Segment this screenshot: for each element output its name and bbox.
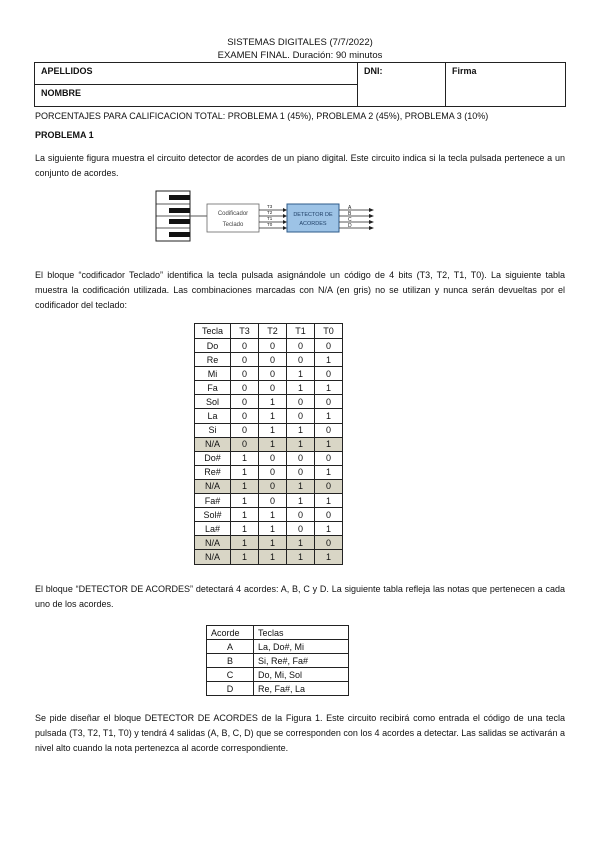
bit-cell: 1 xyxy=(231,508,259,522)
student-info-table xyxy=(34,62,566,107)
bit-cell: 1 xyxy=(231,494,259,508)
table-row xyxy=(195,508,343,522)
key-name-cell: Si xyxy=(195,423,231,437)
chord-table-body xyxy=(207,640,349,696)
bit-cell: 0 xyxy=(259,339,287,353)
bit-cell: 0 xyxy=(259,479,287,493)
bit-cell: 0 xyxy=(231,339,259,353)
bit-cell: 0 xyxy=(259,367,287,381)
key-name-cell: Fa xyxy=(195,381,231,395)
chord-col-header: Acorde xyxy=(207,626,254,640)
bit-cell: 0 xyxy=(287,339,315,353)
table-row xyxy=(195,381,343,395)
detector-label-1: DETECTOR DE xyxy=(293,212,333,218)
bit-cell: 1 xyxy=(315,409,343,423)
chord-name-cell: A xyxy=(207,640,254,654)
table-row xyxy=(195,550,343,564)
chord-keys-cell: Re, Fa#, La xyxy=(254,682,349,696)
bit-cell: 1 xyxy=(287,367,315,381)
bit-cell: 1 xyxy=(231,479,259,493)
input-label-t0: T0 xyxy=(267,222,273,227)
output-label-d: D xyxy=(348,223,352,229)
chord-keys-cell: La, Do#, Mi xyxy=(254,640,349,654)
bit-cell: 1 xyxy=(259,550,287,564)
input-label-t1: T1 xyxy=(267,216,273,221)
key-name-cell: N/A xyxy=(195,536,231,550)
bit-cell: 0 xyxy=(315,339,343,353)
bit-cell: 1 xyxy=(287,423,315,437)
chord-table-header xyxy=(207,626,349,640)
table-row xyxy=(207,654,349,668)
code-col-header: T2 xyxy=(259,324,287,339)
key-name-cell: Fa# xyxy=(195,494,231,508)
bit-cell: 1 xyxy=(315,437,343,451)
problem1-title: PROBLEMA 1 xyxy=(35,130,94,140)
code-col-header: T0 xyxy=(315,324,343,339)
bit-cell: 0 xyxy=(259,451,287,465)
key-name-cell: Do xyxy=(195,339,231,353)
bit-cell: 0 xyxy=(259,465,287,479)
bit-cell: 0 xyxy=(315,508,343,522)
key-name-cell: Do# xyxy=(195,451,231,465)
bit-cell: 1 xyxy=(259,536,287,550)
output-label-a: A xyxy=(348,205,352,211)
output-bus xyxy=(339,208,374,230)
bit-cell: 0 xyxy=(315,423,343,437)
key-name-cell: La# xyxy=(195,522,231,536)
table-row xyxy=(207,668,349,682)
bit-cell: 0 xyxy=(259,381,287,395)
apellidos-field: APELLIDOS xyxy=(35,63,358,85)
table-row xyxy=(195,353,343,367)
bit-cell: 1 xyxy=(259,423,287,437)
bit-cell: 0 xyxy=(315,395,343,409)
piano-keyboard-icon xyxy=(156,191,190,241)
bit-cell: 0 xyxy=(231,353,259,367)
bit-cell: 0 xyxy=(231,437,259,451)
problem1-paragraph3: El bloque “DETECTOR DE ACORDES” detectará 4 acordes: A, B, C y D. La siguiente tabla refleja las notas que pertenecen a cada uno de los acordes. xyxy=(35,584,565,609)
key-name-cell: Re xyxy=(195,353,231,367)
table-row xyxy=(195,522,343,536)
key-code-table xyxy=(194,323,343,565)
input-label-t3: T3 xyxy=(267,204,273,209)
bit-cell: 0 xyxy=(287,409,315,423)
circuit-figure xyxy=(155,190,385,242)
code-table-header xyxy=(195,324,343,339)
bit-cell: 1 xyxy=(315,494,343,508)
bit-cell: 1 xyxy=(315,381,343,395)
bit-cell: 1 xyxy=(287,494,315,508)
table-row xyxy=(195,423,343,437)
bit-cell: 0 xyxy=(315,367,343,381)
percentages-line: PORCENTAJES PARA CALIFICACION TOTAL: PROBLEMA 1 (45%), PROBLEMA 2 (45%), PROBLEMA 3 (10%) xyxy=(35,111,489,121)
bit-cell: 0 xyxy=(287,395,315,409)
detector-label-2: ACORDES xyxy=(299,221,327,227)
bit-cell: 0 xyxy=(231,423,259,437)
code-col-header: T1 xyxy=(287,324,315,339)
bit-cell: 1 xyxy=(287,381,315,395)
table-row xyxy=(195,339,343,353)
chord-col-header: Teclas xyxy=(254,626,349,640)
code-col-header: Tecla xyxy=(195,324,231,339)
bit-cell: 1 xyxy=(287,536,315,550)
bit-cell: 1 xyxy=(315,353,343,367)
table-row xyxy=(195,465,343,479)
table-row xyxy=(195,479,343,493)
bit-cell: 0 xyxy=(287,451,315,465)
bit-cell: 1 xyxy=(287,550,315,564)
bit-cell: 1 xyxy=(231,465,259,479)
table-row xyxy=(195,451,343,465)
code-col-header: T3 xyxy=(231,324,259,339)
output-label-c: C xyxy=(348,217,352,223)
chord-keys-cell: Do, Mi, Sol xyxy=(254,668,349,682)
code-table-body xyxy=(195,339,343,565)
key-name-cell: Mi xyxy=(195,367,231,381)
bit-cell: 1 xyxy=(287,479,315,493)
nombre-field: NOMBRE xyxy=(35,85,358,107)
bit-cell: 1 xyxy=(259,395,287,409)
exam-title: SISTEMAS DIGITALES (7/7/2022) xyxy=(227,37,373,48)
bit-cell: 1 xyxy=(259,437,287,451)
chord-name-cell: C xyxy=(207,668,254,682)
bit-cell: 1 xyxy=(231,522,259,536)
bit-cell: 0 xyxy=(259,494,287,508)
bit-cell: 1 xyxy=(231,536,259,550)
problem1-paragraph4: Se pide diseñar el bloque DETECTOR DE ACORDES de la Figura 1. Este circuito recibirá como entrada el código de una tecla pulsada (T3, T2, T1, T0) y tendrá 4 salidas (A, B, C, D) que se corresponden con los 4 acordes a detectar. Las salidas se activarán a nivel alto cuando la nota pertenezca al acorde correspondiente. xyxy=(35,713,565,753)
bit-cell: 0 xyxy=(287,508,315,522)
bit-cell: 0 xyxy=(231,367,259,381)
key-name-cell: La xyxy=(195,409,231,423)
problem1-intro: La siguiente figura muestra el circuito detector de acordes de un piano digital. Este circuito indica si la tecla pulsada pertenece a un conjunto de acordes. xyxy=(35,153,565,178)
bit-cell: 1 xyxy=(315,550,343,564)
table-row xyxy=(195,367,343,381)
problem1-paragraph2: El bloque “codificador Teclado” identifica la tecla pulsada asignándole un código de 4 bits (T3, T2, T1, T0). La siguiente tabla muestra la codificación utilizada. Las combinaciones marcadas con N/A (en gris) no se utilizan y nunca serán devueltas por el codificador del teclado: xyxy=(35,270,565,310)
bit-cell: 1 xyxy=(259,522,287,536)
chord-name-cell: D xyxy=(207,682,254,696)
bit-cell: 1 xyxy=(231,550,259,564)
table-row xyxy=(195,437,343,451)
bit-cell: 1 xyxy=(259,409,287,423)
key-name-cell: Sol# xyxy=(195,508,231,522)
bit-cell: 0 xyxy=(231,395,259,409)
table-row xyxy=(195,409,343,423)
bit-cell: 0 xyxy=(315,479,343,493)
key-name-cell: N/A xyxy=(195,479,231,493)
table-row xyxy=(195,395,343,409)
chord-table xyxy=(206,625,349,696)
bit-cell: 0 xyxy=(315,536,343,550)
detector-block xyxy=(287,204,339,232)
encoder-label-2: Teclado xyxy=(222,222,244,228)
bit-cell: 0 xyxy=(315,451,343,465)
output-label-b: B xyxy=(348,211,352,217)
key-name-cell: N/A xyxy=(195,437,231,451)
bit-cell: 1 xyxy=(315,465,343,479)
bit-cell: 0 xyxy=(287,353,315,367)
bit-cell: 1 xyxy=(315,522,343,536)
key-name-cell: Re# xyxy=(195,465,231,479)
encoder-label-1: Codificador xyxy=(217,211,249,217)
bit-cell: 0 xyxy=(231,409,259,423)
bit-cell: 1 xyxy=(231,451,259,465)
table-row xyxy=(207,682,349,696)
bit-cell: 1 xyxy=(287,437,315,451)
table-row xyxy=(195,536,343,550)
key-name-cell: N/A xyxy=(195,550,231,564)
input-label-t2: T2 xyxy=(267,210,273,215)
chord-name-cell: B xyxy=(207,654,254,668)
table-row xyxy=(207,640,349,654)
bit-cell: 0 xyxy=(287,465,315,479)
bit-cell: 0 xyxy=(231,381,259,395)
firma-field: Firma xyxy=(446,63,566,107)
table-row xyxy=(195,494,343,508)
dni-field: DNI: xyxy=(358,63,446,107)
bit-cell: 0 xyxy=(259,353,287,367)
input-bus xyxy=(259,208,287,230)
exam-subtitle: EXAMEN FINAL. Duración: 90 minutos xyxy=(217,50,383,61)
chord-keys-cell: Si, Re#, Fa# xyxy=(254,654,349,668)
bit-cell: 0 xyxy=(287,522,315,536)
key-name-cell: Sol xyxy=(195,395,231,409)
bit-cell: 1 xyxy=(259,508,287,522)
